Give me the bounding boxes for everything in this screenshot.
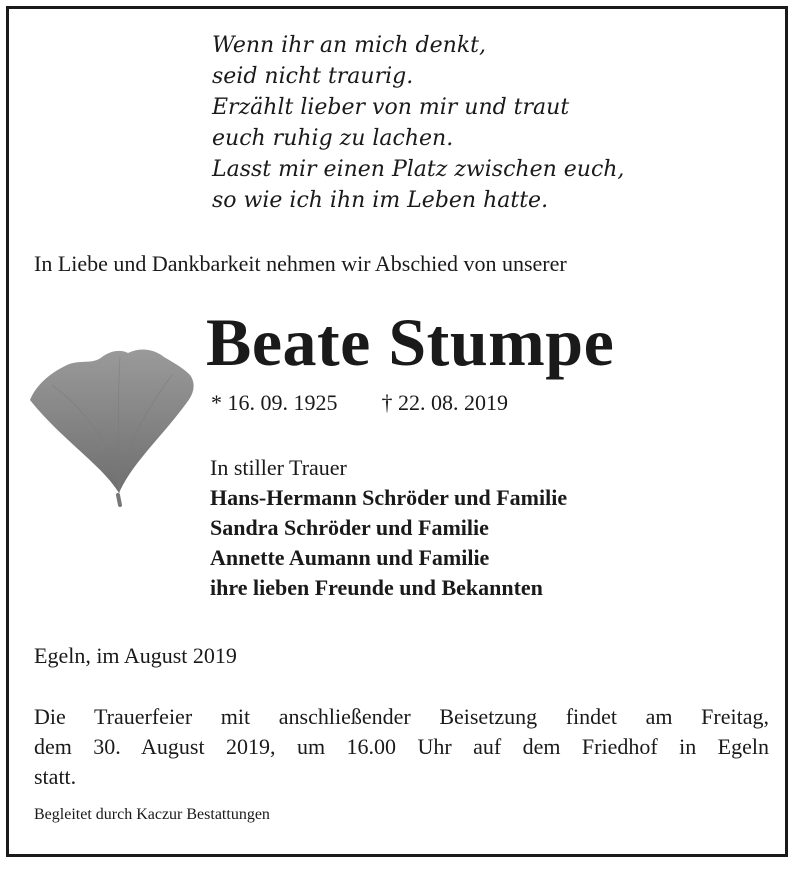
deceased-name: Beate Stumpe: [206, 304, 615, 380]
mourning-lead: In stiller Trauer: [210, 455, 347, 480]
mourner-name: Sandra Schröder und Familie: [210, 515, 489, 540]
mourner-name: Annette Aumann und Familie: [210, 545, 490, 570]
life-dates: [211, 390, 508, 416]
poem-line: Erzählt lieber von mir und traut: [212, 95, 570, 120]
poem-line: Wenn ihr an mich denkt,: [212, 33, 486, 58]
birth-date: * 16. 09. 1925: [211, 390, 338, 415]
mourners-list: [210, 453, 567, 603]
poem-line: euch ruhig zu lachen.: [212, 126, 454, 151]
service-info-line: Die Trauerfeier mit anschließender Beisetzung findet am Freitag,: [34, 704, 769, 729]
intro-text: In Liebe und Dankbarkeit nehmen wir Abschied von unserer: [34, 251, 567, 276]
poem: [212, 30, 712, 216]
service-info-line: statt.: [34, 764, 77, 789]
service-info-line: dem 30. August 2019, um 16.00 Uhr auf dem Friedhof in Egeln: [34, 734, 769, 759]
place-date: Egeln, im August 2019: [34, 643, 237, 668]
funeral-home-credit: Begleitet durch Kaczur Bestattungen: [34, 806, 270, 823]
poem-line: seid nicht traurig.: [212, 64, 414, 89]
ginkgo-leaf-icon: [22, 345, 202, 515]
mourner-name: Hans-Hermann Schröder und Familie: [210, 485, 568, 510]
poem-line: so wie ich ihn im Leben hatte.: [212, 188, 549, 213]
mourner-name: ihre lieben Freunde und Bekannten: [210, 575, 543, 600]
service-info: [34, 702, 769, 792]
poem-line: Lasst mir einen Platz zwischen euch,: [212, 157, 625, 182]
death-date: † 22. 08. 2019: [381, 390, 508, 415]
